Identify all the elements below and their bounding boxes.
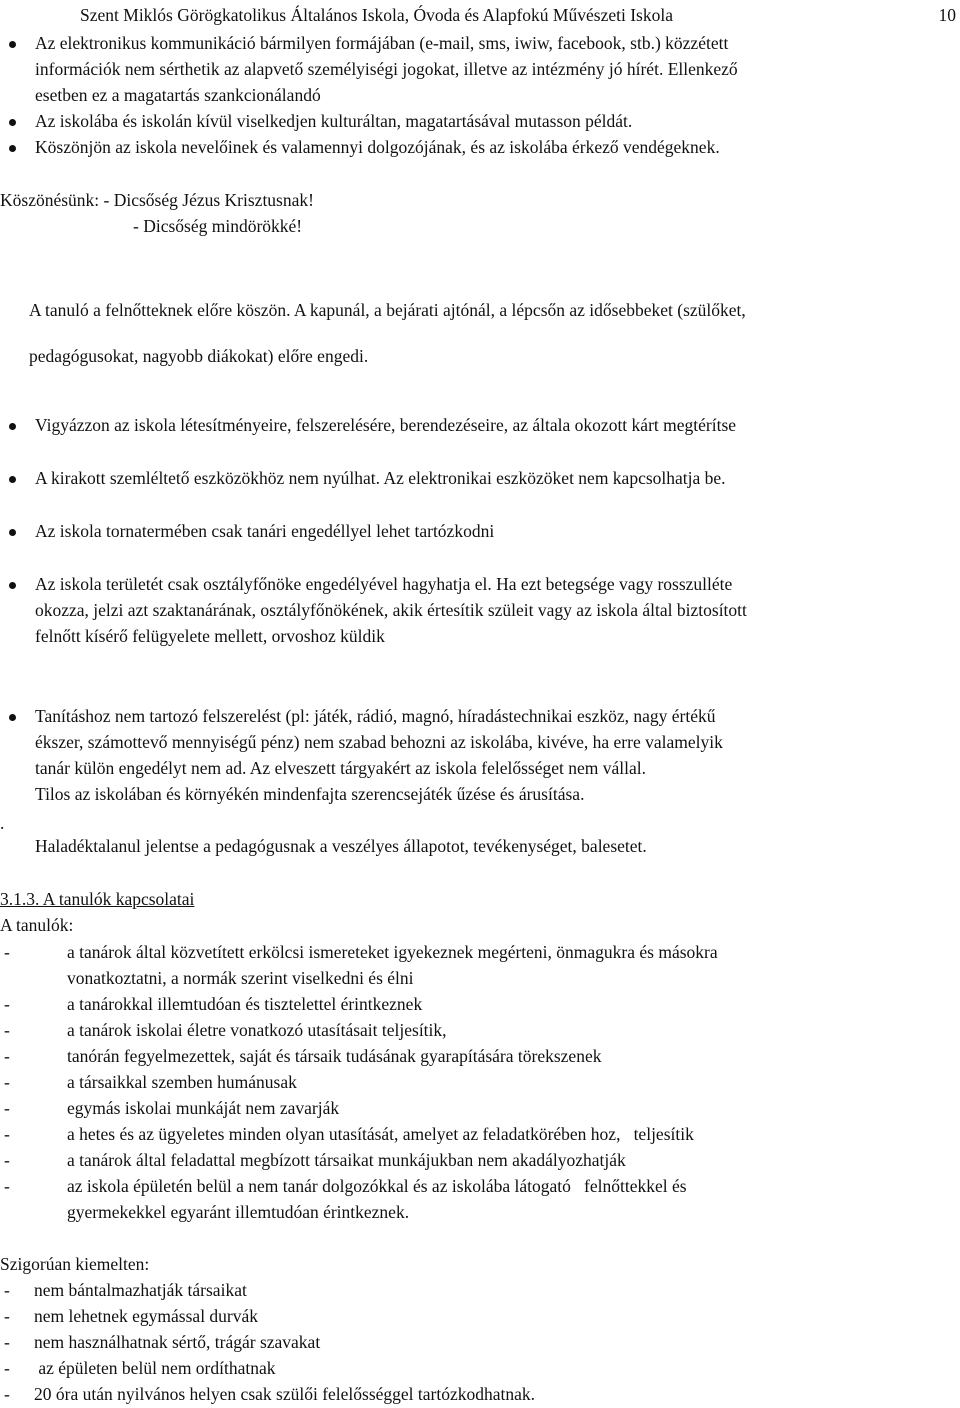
dash-marker: - [4,1046,10,1066]
list-item: Vigyázzon az iskola létesítményeire, felszerelésére, berendezéseire, az általa okozott kárt megtérítse [35,415,737,435]
list-item: az iskola épületén belül a nem tanár dolgozókkal és az iskolába látogató felnőttekkel és [67,1176,687,1196]
bullet-icon [9,423,16,430]
list-item: vonatkoztatni, a normák szerint viselkedni és élni [67,968,414,988]
list-item: felnőtt kísérő felügyelete mellett, orvoshoz küldik [35,626,385,646]
list-item: Haladéktalanul jelentse a pedagógusnak a veszélyes állapotot, tevékenységet, balesetet. [35,836,647,856]
dash-marker: - [4,942,10,962]
dash-marker: - [4,1384,10,1404]
emphasis-title: Szigorúan kiemelten: [0,1254,150,1274]
list-item: 20 óra után nyilvános helyen csak szülői felelősséggel tartózkodhatnak. [34,1384,536,1404]
list-item: Az iskola területét csak osztályfőnöke engedélyével hagyhatja el. Ha ezt betegsége vagy rosszulléte [35,574,733,594]
dash-marker: - [4,1358,10,1378]
dash-marker: - [4,1072,10,1092]
list-item: A kirakott szemléltető eszközökhöz nem nyúlhat. Az elektronikai eszközöket nem kapcsolhatja be. [35,468,726,488]
list-item: a tanárokkal illemtudóan és tisztelettel érintkeznek [67,994,423,1014]
list-item: a tanárok által feladattal megbízott társaikat munkájukban nem akadályozhatják [67,1150,626,1170]
bullet-icon [9,529,16,536]
list-item: Az elektronikus kommunikáció bármilyen formájában (e-mail, sms, iwiw, facebook, stb.) közzétett [35,33,729,53]
page-number: 10 [938,5,956,25]
dash-marker: - [4,1176,10,1196]
dash-marker: - [4,1124,10,1144]
list-item: nem bántalmazhatják társaikat [34,1280,247,1300]
list-item: Tanításhoz nem tartozó felszerelést (pl: játék, rádió, magnó, híradástechnikai eszköz, nagy értékű [35,706,716,726]
list-item: egymás iskolai munkáját nem zavarják [67,1098,340,1118]
list-item: Tilos az iskolában és környékén mindenfajta szerencsejáték űzése és árusítása. [35,784,585,804]
section-intro: A tanulók: [0,915,74,935]
list-item: a társaikkal szemben humánusak [67,1072,297,1092]
list-item: a hetes és az ügyeletes minden olyan utasítását, amelyet az feladatkörében hoz, teljesítik [67,1124,694,1144]
list-item: Az iskolába és iskolán kívül viselkedjen kulturáltan, magatartásával mutasson példát. [35,111,633,131]
bullet-icon [9,119,16,126]
paragraph-line: A tanuló a felnőtteknek előre köszön. A kapunál, a bejárati ajtónál, a lépcsőn az idősebbeket (szülőket, [29,300,746,320]
list-item: tanár külön engedélyt nem ad. Az elveszett tárgyakért az iskola felelősséget nem vállal. [35,758,646,778]
dash-marker: - [4,1020,10,1040]
list-item: esetben ez a magatartás szankcionálandó [35,85,321,105]
greeting-line: Köszönésünk: - Dicsőség Jézus Krisztusnak! [0,190,314,210]
bullet-icon [9,582,16,589]
dash-marker: - [4,1150,10,1170]
list-item: okozza, jelzi azt szaktanárának, osztályfőnökének, akik értesítik szüleit vagy az iskola által biztosított [35,600,747,620]
list-item: információk nem sérthetik az alapvető személyiségi jogokat, illetve az intézmény jó hírét. Ellenkező [35,59,738,79]
bullet-icon [9,476,16,483]
section-heading: 3.1.3. A tanulók kapcsolatai [0,889,195,909]
dash-marker: - [4,1280,10,1300]
list-item: a tanárok által közvetített erkölcsi ismereteket igyekeznek megérteni, önmagukra és másokra [67,942,718,962]
list-item: gyermekekkel egyaránt illemtudóan érintkeznek. [67,1202,410,1222]
list-item: Az iskola tornatermében csak tanári engedéllyel lehet tartózkodni [35,521,495,541]
dash-marker: - [4,1098,10,1118]
dot-mark: . [0,813,5,833]
list-item: nem használhatnak sértő, trágár szavakat [34,1332,321,1352]
greeting-line: - Dicsőség mindörökké! [133,216,303,236]
list-item: ékszer, számottevő mennyiségű pénz) nem szabad behozni az iskolába, kivéve, ha erre valamelyik [35,732,723,752]
dash-marker: - [4,994,10,1014]
paragraph-line: pedagógusokat, nagyobb diákokat) előre engedi. [29,346,369,366]
list-item: a tanárok iskolai életre vonatkozó utasításait teljesítik, [67,1020,447,1040]
list-item: az épületen belül nem ordíthatnak [34,1358,276,1378]
bullet-icon [9,714,16,721]
page-header: Szent Miklós Görögkatolikus Általános Iskola, Óvoda és Alapfokú Művészeti Iskola [80,5,673,25]
bullet-icon [9,145,16,152]
bullet-icon [9,41,16,48]
dash-marker: - [4,1306,10,1326]
dash-marker: - [4,1332,10,1352]
list-item: nem lehetnek egymással durvák [34,1306,259,1326]
list-item: tanórán fegyelmezettek, saját és társaik tudásának gyarapítására törekszenek [67,1046,602,1066]
list-item: Köszönjön az iskola nevelőinek és valamennyi dolgozójának, és az iskolába érkező vendégeknek. [35,137,720,157]
